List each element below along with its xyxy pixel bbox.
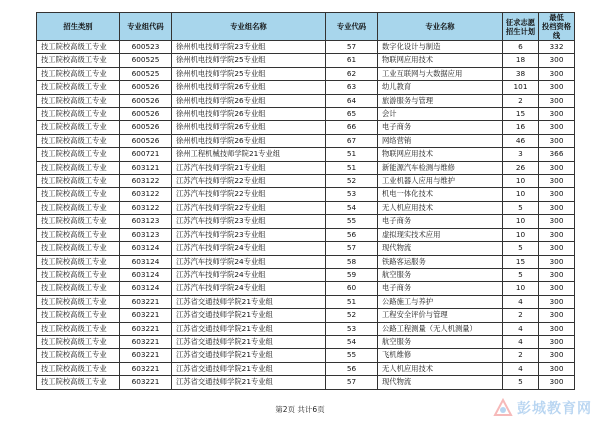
cell-plan: 46	[503, 134, 539, 147]
cell-group-name: 江苏汽车技师学院24专业组	[172, 268, 326, 281]
cell-group-name: 江苏省交通技师学院21专业组	[172, 349, 326, 362]
cell-group-name: 徐州机电技师学院26专业组	[172, 108, 326, 121]
cell-group-name: 江苏汽车技师学院23专业组	[172, 215, 326, 228]
cell-plan: 38	[503, 67, 539, 80]
cell-group-name: 江苏省交通技师学院21专业组	[172, 322, 326, 335]
cell-category: 技工院校高级工专业	[37, 81, 120, 94]
table-row	[37, 188, 575, 201]
cell-major-code: 51	[326, 161, 378, 174]
cell-major-code: 66	[326, 121, 378, 134]
cell-min-score: 300	[539, 175, 575, 188]
table-row	[37, 121, 575, 134]
cell-plan: 16	[503, 121, 539, 134]
cell-plan: 4	[503, 295, 539, 308]
cell-min-score: 300	[539, 228, 575, 241]
cell-major-code: 52	[326, 309, 378, 322]
header-category: 招生类别	[37, 13, 120, 41]
cell-major-code: 60	[326, 282, 378, 295]
cell-group-code: 600526	[120, 94, 172, 107]
cell-major-name: 现代物流	[378, 242, 503, 255]
cell-major-name: 公路工程测量（无人机测量）	[378, 322, 503, 335]
table-row	[37, 362, 575, 375]
cell-major-code: 62	[326, 67, 378, 80]
admission-table	[36, 12, 575, 390]
cell-category: 技工院校高级工专业	[37, 67, 120, 80]
cell-category: 技工院校高级工专业	[37, 41, 120, 54]
cell-major-name: 无人机应用技术	[378, 362, 503, 375]
cell-major-code: 51	[326, 148, 378, 161]
cell-plan: 2	[503, 94, 539, 107]
cell-category: 技工院校高级工专业	[37, 242, 120, 255]
cell-major-name: 无人机应用技术	[378, 201, 503, 214]
cell-category: 技工院校高级工专业	[37, 268, 120, 281]
cell-min-score: 300	[539, 121, 575, 134]
cell-major-name: 飞机维修	[378, 349, 503, 362]
cell-major-code: 61	[326, 54, 378, 67]
cell-major-code: 59	[326, 268, 378, 281]
cell-category: 技工院校高级工专业	[37, 362, 120, 375]
cell-min-score: 300	[539, 255, 575, 268]
cell-group-code: 600525	[120, 67, 172, 80]
cell-plan: 10	[503, 215, 539, 228]
cell-plan: 15	[503, 255, 539, 268]
cell-category: 技工院校高级工专业	[37, 322, 120, 335]
cell-group-code: 603221	[120, 309, 172, 322]
cell-min-score: 300	[539, 188, 575, 201]
cell-category: 技工院校高级工专业	[37, 54, 120, 67]
cell-group-name: 徐州机电技师学院25专业组	[172, 54, 326, 67]
cell-category: 技工院校高级工专业	[37, 282, 120, 295]
cell-category: 技工院校高级工专业	[37, 255, 120, 268]
cell-min-score: 300	[539, 268, 575, 281]
cell-major-name: 数字化设计与制造	[378, 41, 503, 54]
cell-group-code: 600721	[120, 148, 172, 161]
cell-category: 技工院校高级工专业	[37, 376, 120, 389]
cell-plan: 10	[503, 188, 539, 201]
cell-group-code: 603124	[120, 268, 172, 281]
cell-major-name: 航空服务	[378, 268, 503, 281]
table-row	[37, 255, 575, 268]
cell-group-code: 603123	[120, 215, 172, 228]
cell-category: 技工院校高级工专业	[37, 94, 120, 107]
table-header-row	[37, 13, 575, 41]
cell-group-code: 603124	[120, 242, 172, 255]
cell-plan: 2	[503, 309, 539, 322]
cell-group-name: 徐州机电技师学院26专业组	[172, 121, 326, 134]
cell-group-name: 徐州机电技师学院26专业组	[172, 81, 326, 94]
cell-group-code: 603122	[120, 188, 172, 201]
table-row	[37, 228, 575, 241]
cell-major-code: 57	[326, 41, 378, 54]
cell-min-score: 366	[539, 148, 575, 161]
table-row	[37, 41, 575, 54]
cell-plan: 3	[503, 148, 539, 161]
cell-plan: 5	[503, 242, 539, 255]
cell-group-name: 江苏省交通技师学院21专业组	[172, 335, 326, 348]
cell-major-code: 53	[326, 188, 378, 201]
cell-category: 技工院校高级工专业	[37, 121, 120, 134]
cell-category: 技工院校高级工专业	[37, 161, 120, 174]
cell-major-name: 工程安全评价与管理	[378, 309, 503, 322]
cell-major-code: 58	[326, 255, 378, 268]
cell-category: 技工院校高级工专业	[37, 175, 120, 188]
cell-min-score: 300	[539, 362, 575, 375]
cell-group-name: 徐州工程机械技师学院21专业组	[172, 148, 326, 161]
watermark-logo-icon	[492, 397, 514, 419]
cell-group-code: 600526	[120, 134, 172, 147]
table-row	[37, 242, 575, 255]
cell-plan: 4	[503, 322, 539, 335]
cell-plan: 10	[503, 228, 539, 241]
cell-group-name: 江苏省交通技师学院21专业组	[172, 376, 326, 389]
cell-group-code: 603221	[120, 322, 172, 335]
cell-major-name: 旅游服务与管理	[378, 94, 503, 107]
cell-group-name: 江苏汽车技师学院23专业组	[172, 228, 326, 241]
watermark	[492, 396, 592, 420]
cell-major-name: 公路施工与养护	[378, 295, 503, 308]
header-major-code: 专业代码	[326, 13, 378, 41]
cell-min-score: 332	[539, 41, 575, 54]
cell-group-code: 600523	[120, 41, 172, 54]
table-row	[37, 215, 575, 228]
cell-major-code: 55	[326, 349, 378, 362]
cell-major-name: 物联网应用技术	[378, 54, 503, 67]
cell-major-code: 54	[326, 201, 378, 214]
cell-group-code: 603122	[120, 175, 172, 188]
cell-major-code: 64	[326, 94, 378, 107]
cell-min-score: 300	[539, 54, 575, 67]
cell-min-score: 300	[539, 161, 575, 174]
cell-plan: 10	[503, 175, 539, 188]
header-group-name: 专业组名称	[172, 13, 326, 41]
cell-group-code: 603121	[120, 161, 172, 174]
table-row	[37, 376, 575, 389]
cell-category: 技工院校高级工专业	[37, 349, 120, 362]
cell-min-score: 300	[539, 94, 575, 107]
cell-group-code: 603221	[120, 362, 172, 375]
cell-min-score: 300	[539, 309, 575, 322]
cell-plan: 2	[503, 349, 539, 362]
cell-group-name: 江苏汽车技师学院24专业组	[172, 242, 326, 255]
cell-group-name: 江苏汽车技师学院22专业组	[172, 201, 326, 214]
cell-group-code: 600526	[120, 81, 172, 94]
cell-major-name: 物联网应用技术	[378, 148, 503, 161]
cell-group-name: 徐州机电技师学院26专业组	[172, 134, 326, 147]
cell-group-name: 徐州机电技师学院23专业组	[172, 41, 326, 54]
cell-major-name: 工业互联网与大数据应用	[378, 67, 503, 80]
cell-category: 技工院校高级工专业	[37, 134, 120, 147]
cell-major-name: 会计	[378, 108, 503, 121]
cell-category: 技工院校高级工专业	[37, 309, 120, 322]
cell-group-name: 徐州机电技师学院26专业组	[172, 94, 326, 107]
cell-group-code: 600525	[120, 54, 172, 67]
cell-major-name: 新能源汽车检测与维修	[378, 161, 503, 174]
table-row	[37, 161, 575, 174]
cell-category: 技工院校高级工专业	[37, 215, 120, 228]
table-row	[37, 201, 575, 214]
table-row	[37, 349, 575, 362]
cell-group-code: 600526	[120, 108, 172, 121]
table-row	[37, 54, 575, 67]
cell-major-name: 电子商务	[378, 282, 503, 295]
cell-group-name: 江苏汽车技师学院24专业组	[172, 282, 326, 295]
cell-category: 技工院校高级工专业	[37, 148, 120, 161]
table-row	[37, 67, 575, 80]
cell-major-code: 55	[326, 215, 378, 228]
cell-major-name: 幼儿教育	[378, 81, 503, 94]
cell-group-name: 徐州机电技师学院25专业组	[172, 67, 326, 80]
cell-major-name: 电子商务	[378, 215, 503, 228]
cell-major-code: 57	[326, 242, 378, 255]
header-min-score: 最低 投档资格线	[539, 13, 575, 41]
table-row	[37, 134, 575, 147]
cell-plan: 5	[503, 201, 539, 214]
cell-min-score: 300	[539, 108, 575, 121]
cell-min-score: 300	[539, 201, 575, 214]
cell-major-code: 53	[326, 322, 378, 335]
cell-group-code: 603221	[120, 335, 172, 348]
page-footer: 第2页 共计6页	[275, 405, 325, 414]
cell-category: 技工院校高级工专业	[37, 335, 120, 348]
cell-category: 技工院校高级工专业	[37, 228, 120, 241]
cell-min-score: 300	[539, 335, 575, 348]
cell-min-score: 300	[539, 67, 575, 80]
cell-plan: 5	[503, 268, 539, 281]
cell-major-name: 工业机器人应用与维护	[378, 175, 503, 188]
cell-group-code: 603123	[120, 228, 172, 241]
table-row	[37, 295, 575, 308]
cell-group-code: 603124	[120, 255, 172, 268]
cell-major-code: 56	[326, 362, 378, 375]
cell-group-name: 江苏汽车技师学院21专业组	[172, 161, 326, 174]
cell-category: 技工院校高级工专业	[37, 295, 120, 308]
cell-group-code: 600526	[120, 121, 172, 134]
cell-major-code: 56	[326, 228, 378, 241]
cell-group-code: 603122	[120, 201, 172, 214]
cell-min-score: 300	[539, 215, 575, 228]
header-group-code: 专业组代码	[120, 13, 172, 41]
header-plan: 征求志愿 招生计划	[503, 13, 539, 41]
cell-category: 技工院校高级工专业	[37, 188, 120, 201]
cell-plan: 101	[503, 81, 539, 94]
cell-min-score: 300	[539, 81, 575, 94]
cell-category: 技工院校高级工专业	[37, 108, 120, 121]
cell-group-name: 江苏汽车技师学院22专业组	[172, 175, 326, 188]
cell-group-code: 603221	[120, 295, 172, 308]
cell-min-score: 300	[539, 349, 575, 362]
cell-min-score: 300	[539, 322, 575, 335]
cell-group-code: 603124	[120, 282, 172, 295]
cell-major-code: 51	[326, 295, 378, 308]
cell-min-score: 300	[539, 242, 575, 255]
table-row	[37, 94, 575, 107]
cell-major-name: 航空服务	[378, 335, 503, 348]
table-row	[37, 335, 575, 348]
cell-group-code: 603221	[120, 376, 172, 389]
cell-group-name: 江苏省交通技师学院21专业组	[172, 309, 326, 322]
cell-major-name: 铁路客运服务	[378, 255, 503, 268]
cell-plan: 4	[503, 362, 539, 375]
table-row	[37, 282, 575, 295]
cell-major-name: 机电一体化技术	[378, 188, 503, 201]
cell-category: 技工院校高级工专业	[37, 201, 120, 214]
cell-group-name: 江苏省交通技师学院21专业组	[172, 295, 326, 308]
table-row	[37, 81, 575, 94]
cell-min-score: 300	[539, 282, 575, 295]
cell-min-score: 300	[539, 376, 575, 389]
table-row	[37, 175, 575, 188]
cell-min-score: 300	[539, 295, 575, 308]
cell-major-code: 67	[326, 134, 378, 147]
cell-major-code: 54	[326, 335, 378, 348]
cell-group-name: 江苏汽车技师学院24专业组	[172, 255, 326, 268]
cell-group-name: 江苏汽车技师学院22专业组	[172, 188, 326, 201]
table-row	[37, 268, 575, 281]
header-major-name: 专业名称	[378, 13, 503, 41]
table-row	[37, 148, 575, 161]
cell-plan: 18	[503, 54, 539, 67]
cell-major-code: 57	[326, 376, 378, 389]
cell-plan: 6	[503, 41, 539, 54]
table-row	[37, 322, 575, 335]
cell-plan: 10	[503, 282, 539, 295]
cell-group-name: 江苏省交通技师学院21专业组	[172, 362, 326, 375]
cell-major-name: 网络营销	[378, 134, 503, 147]
watermark-text: 彭城教育网	[517, 401, 592, 417]
cell-major-code: 65	[326, 108, 378, 121]
cell-min-score: 300	[539, 134, 575, 147]
cell-major-code: 63	[326, 81, 378, 94]
table-row	[37, 108, 575, 121]
cell-major-name: 现代物流	[378, 376, 503, 389]
cell-plan: 26	[503, 161, 539, 174]
cell-plan: 15	[503, 108, 539, 121]
cell-major-code: 52	[326, 175, 378, 188]
cell-plan: 4	[503, 335, 539, 348]
cell-group-code: 603221	[120, 349, 172, 362]
table-row	[37, 309, 575, 322]
cell-major-name: 虚拟现实技术应用	[378, 228, 503, 241]
cell-plan: 5	[503, 376, 539, 389]
cell-major-name: 电子商务	[378, 121, 503, 134]
